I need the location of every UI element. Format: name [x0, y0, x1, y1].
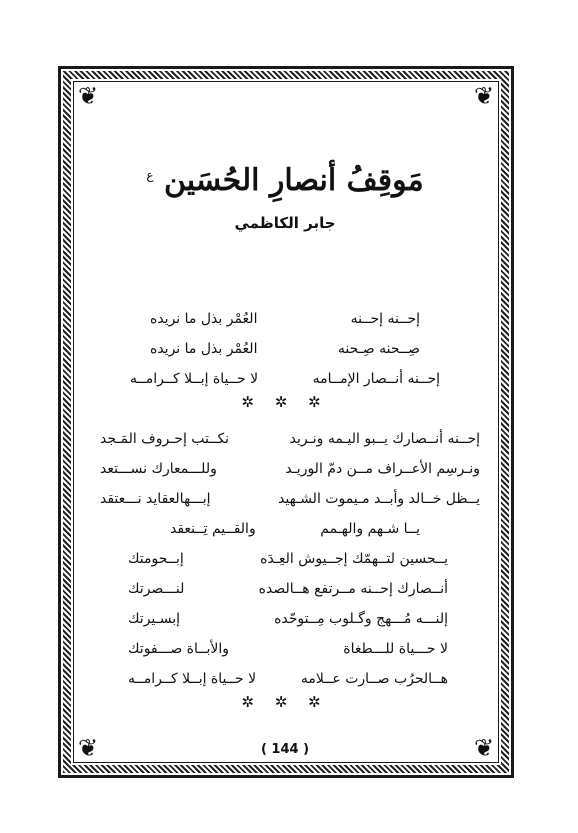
verse-hemistich-right: أنــصارك إحــنه مــرتفع هــالصده	[258, 581, 448, 597]
verse-line	[128, 666, 448, 692]
verse-line	[128, 576, 448, 602]
verse-hemistich-right: إحــنه أنــصارك يــبو اليـمه ونـريد	[289, 431, 480, 447]
verse-hemistich-left: إبـــهالعقايد نـــعتقد	[100, 491, 211, 507]
verse-line	[128, 636, 448, 662]
poet-name: جابر الكاظمي	[234, 214, 336, 232]
verse-hemistich-right: لا حـــياة للـــطغاة	[343, 641, 448, 657]
verse-line	[128, 546, 448, 572]
verse-line	[130, 366, 440, 392]
verse-line	[170, 516, 420, 542]
title-mark: ع	[146, 168, 154, 182]
verse-hemistich-right: إحــنه إحــنه	[350, 311, 420, 327]
verse-hemistich-right: يــا شـهم والهـمم	[320, 521, 420, 537]
verse-line	[100, 456, 480, 482]
verse-line	[150, 306, 420, 332]
verse-line	[100, 426, 480, 452]
corner-ornament-icon: ❦	[473, 734, 495, 762]
verse-hemistich-left: إبــحومتك	[128, 551, 184, 567]
verse-hemistich-left: لنـــصرتك	[128, 581, 185, 597]
verse-hemistich-right: صِــحنه صِـحنه	[337, 341, 420, 357]
corner-ornament-icon: ❦	[77, 734, 99, 762]
corner-ornament-icon: ❦	[77, 82, 99, 110]
verse-hemistich-right: يــحسين لتــهمّك إجــيوش العِـدَه	[260, 551, 448, 567]
page-number: ( 144 )	[260, 742, 310, 757]
verse-hemistich-left: العُمْر بذل ما نريده	[150, 311, 258, 327]
title-text: مَوقِفُ أنصارِ الحُسَين	[163, 163, 424, 198]
verse-hemistich-right: إحــنه أنــصار الإمــامه	[312, 371, 440, 387]
verse-hemistich-right: هــالحرُب صــارت عــلامه	[300, 671, 448, 687]
verse-hemistich-left: لا حــياة إبــلا كــرامــه	[130, 371, 259, 387]
verse-hemistich-left: والأبــاة صـــفوتك	[128, 641, 229, 657]
verse-line	[100, 486, 480, 512]
stanza-separator: ✲ ✲ ✲	[241, 693, 329, 711]
stanza-separator: ✲ ✲ ✲	[241, 393, 329, 411]
verse-hemistich-right: إلنـــه مُـــهج وگـلوب مِــتوحّده	[274, 611, 448, 627]
verse-line	[128, 606, 448, 632]
poem-title	[140, 150, 430, 206]
verse-line	[150, 336, 420, 362]
verse-hemistich-left: إبسـيرتك	[128, 611, 181, 627]
verse-hemistich-left: وللـــمعارك نســـتعد	[100, 461, 217, 477]
verse-hemistich-right: يــظل خــالد وأبــد مـيموت الشـهيد	[278, 491, 480, 507]
verse-hemistich-right: ونـرسِم الأعــراف مــن دمّ الوريـد	[285, 461, 480, 477]
verse-hemistich-left: نكــتب إحـروف المَـجد	[100, 431, 230, 447]
verse-hemistich-left: لا حــياة إبــلا كــرامــه	[128, 671, 257, 687]
corner-ornament-icon: ❦	[473, 82, 495, 110]
verse-hemistich-left: والقــيم تِــنعقد	[170, 521, 256, 537]
verse-hemistich-left: العُمْر بذل ما نريده	[150, 341, 258, 357]
